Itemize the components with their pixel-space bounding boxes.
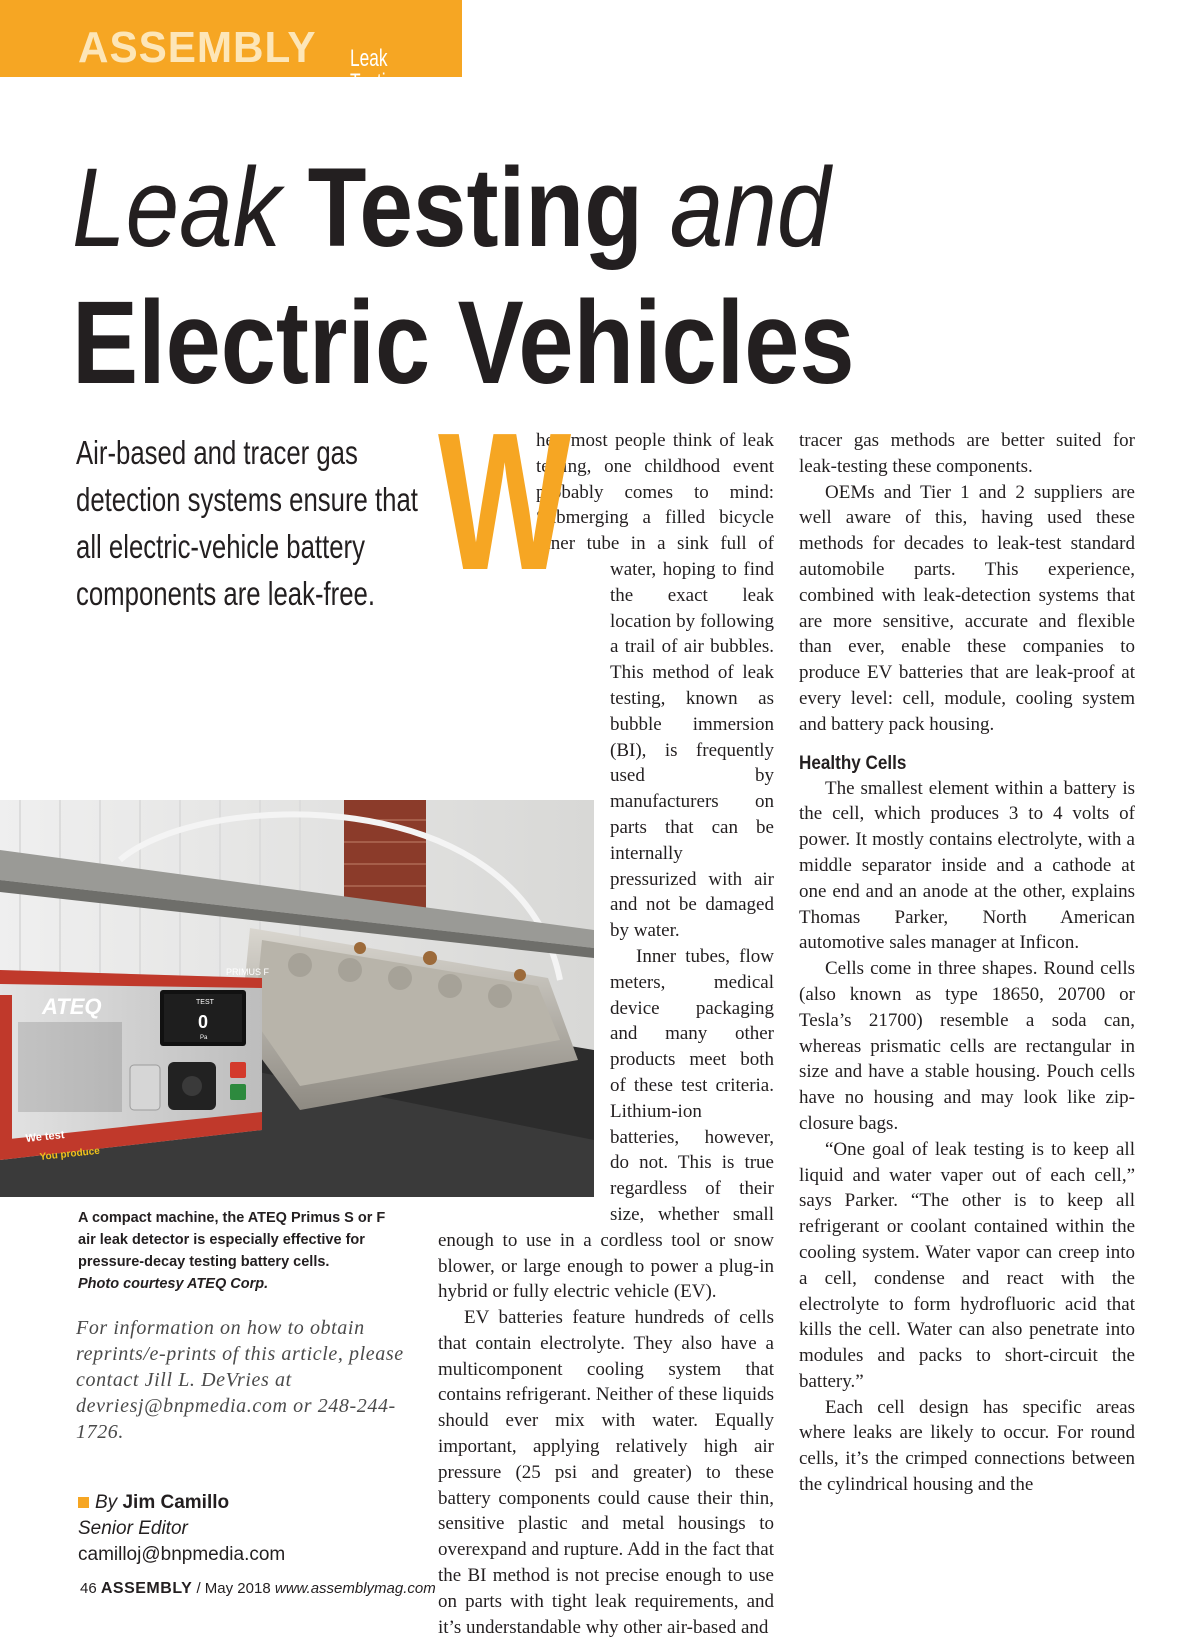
page-footer xyxy=(80,1580,436,1598)
footer-magazine: ASSEMBLY xyxy=(100,1580,193,1597)
body-paragraph: Each cell design has specific areas where leaks are likely to occur. For round cells, it’s the crimped connections between the cylindrical housing and the xyxy=(799,1396,1135,1496)
section-header xyxy=(0,0,462,96)
footer-issue: / May 2018 xyxy=(196,1580,271,1597)
body-column-3 xyxy=(799,428,1135,1498)
photo-credit: Photo courtesy ATEQ Corp. xyxy=(78,1276,269,1292)
headline-line-2: Electric Vehicles xyxy=(72,277,855,409)
section-name: ASSEMBLY xyxy=(78,23,317,72)
body-paragraph: OEMs and Tier 1 and 2 suppliers are well aware of this, having used these methods for decades to leak-test standard automobile parts. This experience, combined with leak-detection systems that are more sensitive, accurate and flexible than ever, enable these companies to produce EV batteries that are leak-proof at every level: cell, module, cooling system and battery pack housing. xyxy=(799,481,1135,735)
page-number: 46 xyxy=(80,1580,97,1597)
body-paragraph: Cells come in three shapes. Round cells (also known as type 18650, 20700 or Tesla’s 21700) resemble a soda can, whereas prismatic cells are rectangular in size and have a stable housing. Pouch cells have no housing and may look like zip-closure bags. xyxy=(799,958,1135,1134)
footer-url[interactable]: www.assemblymag.com xyxy=(274,1580,436,1597)
body-paragraph: hen most people think of leak testing, one childhood event probably comes to mind: Submerging a filled bicycle inner tube in a sink full of water, hoping to find the exact leak location by following a trail of air bubbles. This method of leak testing, known as bubble immersion (BI), is frequently used by manufacturers on parts that can be internally pressurized with air and not be damaged by water. xyxy=(536,430,774,942)
slogan-you-produce: You produce xyxy=(39,1145,101,1163)
screen-unit: Pa xyxy=(200,1035,208,1041)
author-byline xyxy=(78,1490,285,1568)
screen-value: 0 xyxy=(198,1012,209,1032)
author-name: Jim Camillo xyxy=(122,1492,230,1513)
device-brand: ATEQ xyxy=(42,994,102,1019)
body-paragraph: The smallest element within a battery is the cell, which produces 3 to 4 volts of power. It mostly contains electrolyte, with a middle separator inside and a cathode at one end and an anode at the other, explains Thomas Parker, North American automotive sales manager at Inficon. xyxy=(799,777,1135,954)
author-email[interactable]: camilloj@bnpmedia.com xyxy=(78,1544,286,1565)
body-paragraph: tracer gas methods are better suited for leak-testing these components. xyxy=(799,430,1135,477)
subhead: Healthy Cells xyxy=(799,752,907,774)
slogan-we-test: We test xyxy=(25,1128,66,1145)
byline-square-icon xyxy=(78,1497,89,1508)
drop-cap: W xyxy=(438,392,572,611)
author-role: Senior Editor xyxy=(78,1518,188,1539)
reprints-note: For information on how to obtain reprints/e-prints of this article, please contact Jill L. DeVries at devriesj@bnpmedia.com or 248-244-1726. xyxy=(76,1317,404,1443)
headline-word-and: and xyxy=(669,145,831,270)
model-label: PRIMUS F xyxy=(226,967,270,977)
leak-detector-illustration xyxy=(0,800,594,1197)
body-paragraph: “One goal of leak testing is to keep all liquid and water vaper out of each cell,” says Parker. “The other is to keep all refrigerant or coolant contained within the cooling system. Water vapor can creep into a cell, condense and react with the electrolyte to form hydrofluoric acid that kills the cell. Water can also penetrate into modules and packs to short-circuit the battery.” xyxy=(799,1138,1135,1392)
product-photo xyxy=(0,800,594,1197)
byline-by: By xyxy=(95,1492,118,1513)
screen-label: TEST xyxy=(196,999,214,1006)
photo-caption xyxy=(78,1207,398,1295)
body-paragraph: EV batteries feature hundreds of cells that contain electrolyte. They also have a multicomponent cooling system that contains refrigerant. Neither of these liquids should ever mix with water. Equally important, applying relatively high air pressure (25 psi and greater) to these battery components could cause their thin, sensitive plastic and metal housings to overexpand and rupture. Add in the fact that the BI method is not precise enough to use on parts with tight leak requirements, and it’s understandable why other air-based and xyxy=(438,1307,774,1638)
caption-text: A compact machine, the ATEQ Primus S or F air leak detector is especially effective for pressure-decay testing battery cells. xyxy=(78,1210,386,1270)
headline-line-1 xyxy=(72,145,831,270)
headline-word-leak: Leak xyxy=(72,145,281,270)
body-paragraph: Inner tubes, flow meters, medical device packaging and many other products meet both of these test criteria. Lithium-ion batteries, however, do not. This is true regardless of their size, whether small enough to use in a cordless tool or snow blower, or large enough to power a plug-in hybrid or fully electric vehicle (EV). xyxy=(438,945,774,1303)
section-subname: Leak Testing xyxy=(350,45,405,96)
article-dek: Air-based and tracer gas detection systems ensure that all electric-vehicle battery components are leak-free. xyxy=(76,434,418,612)
headline-word-testing: Testing xyxy=(307,145,643,270)
